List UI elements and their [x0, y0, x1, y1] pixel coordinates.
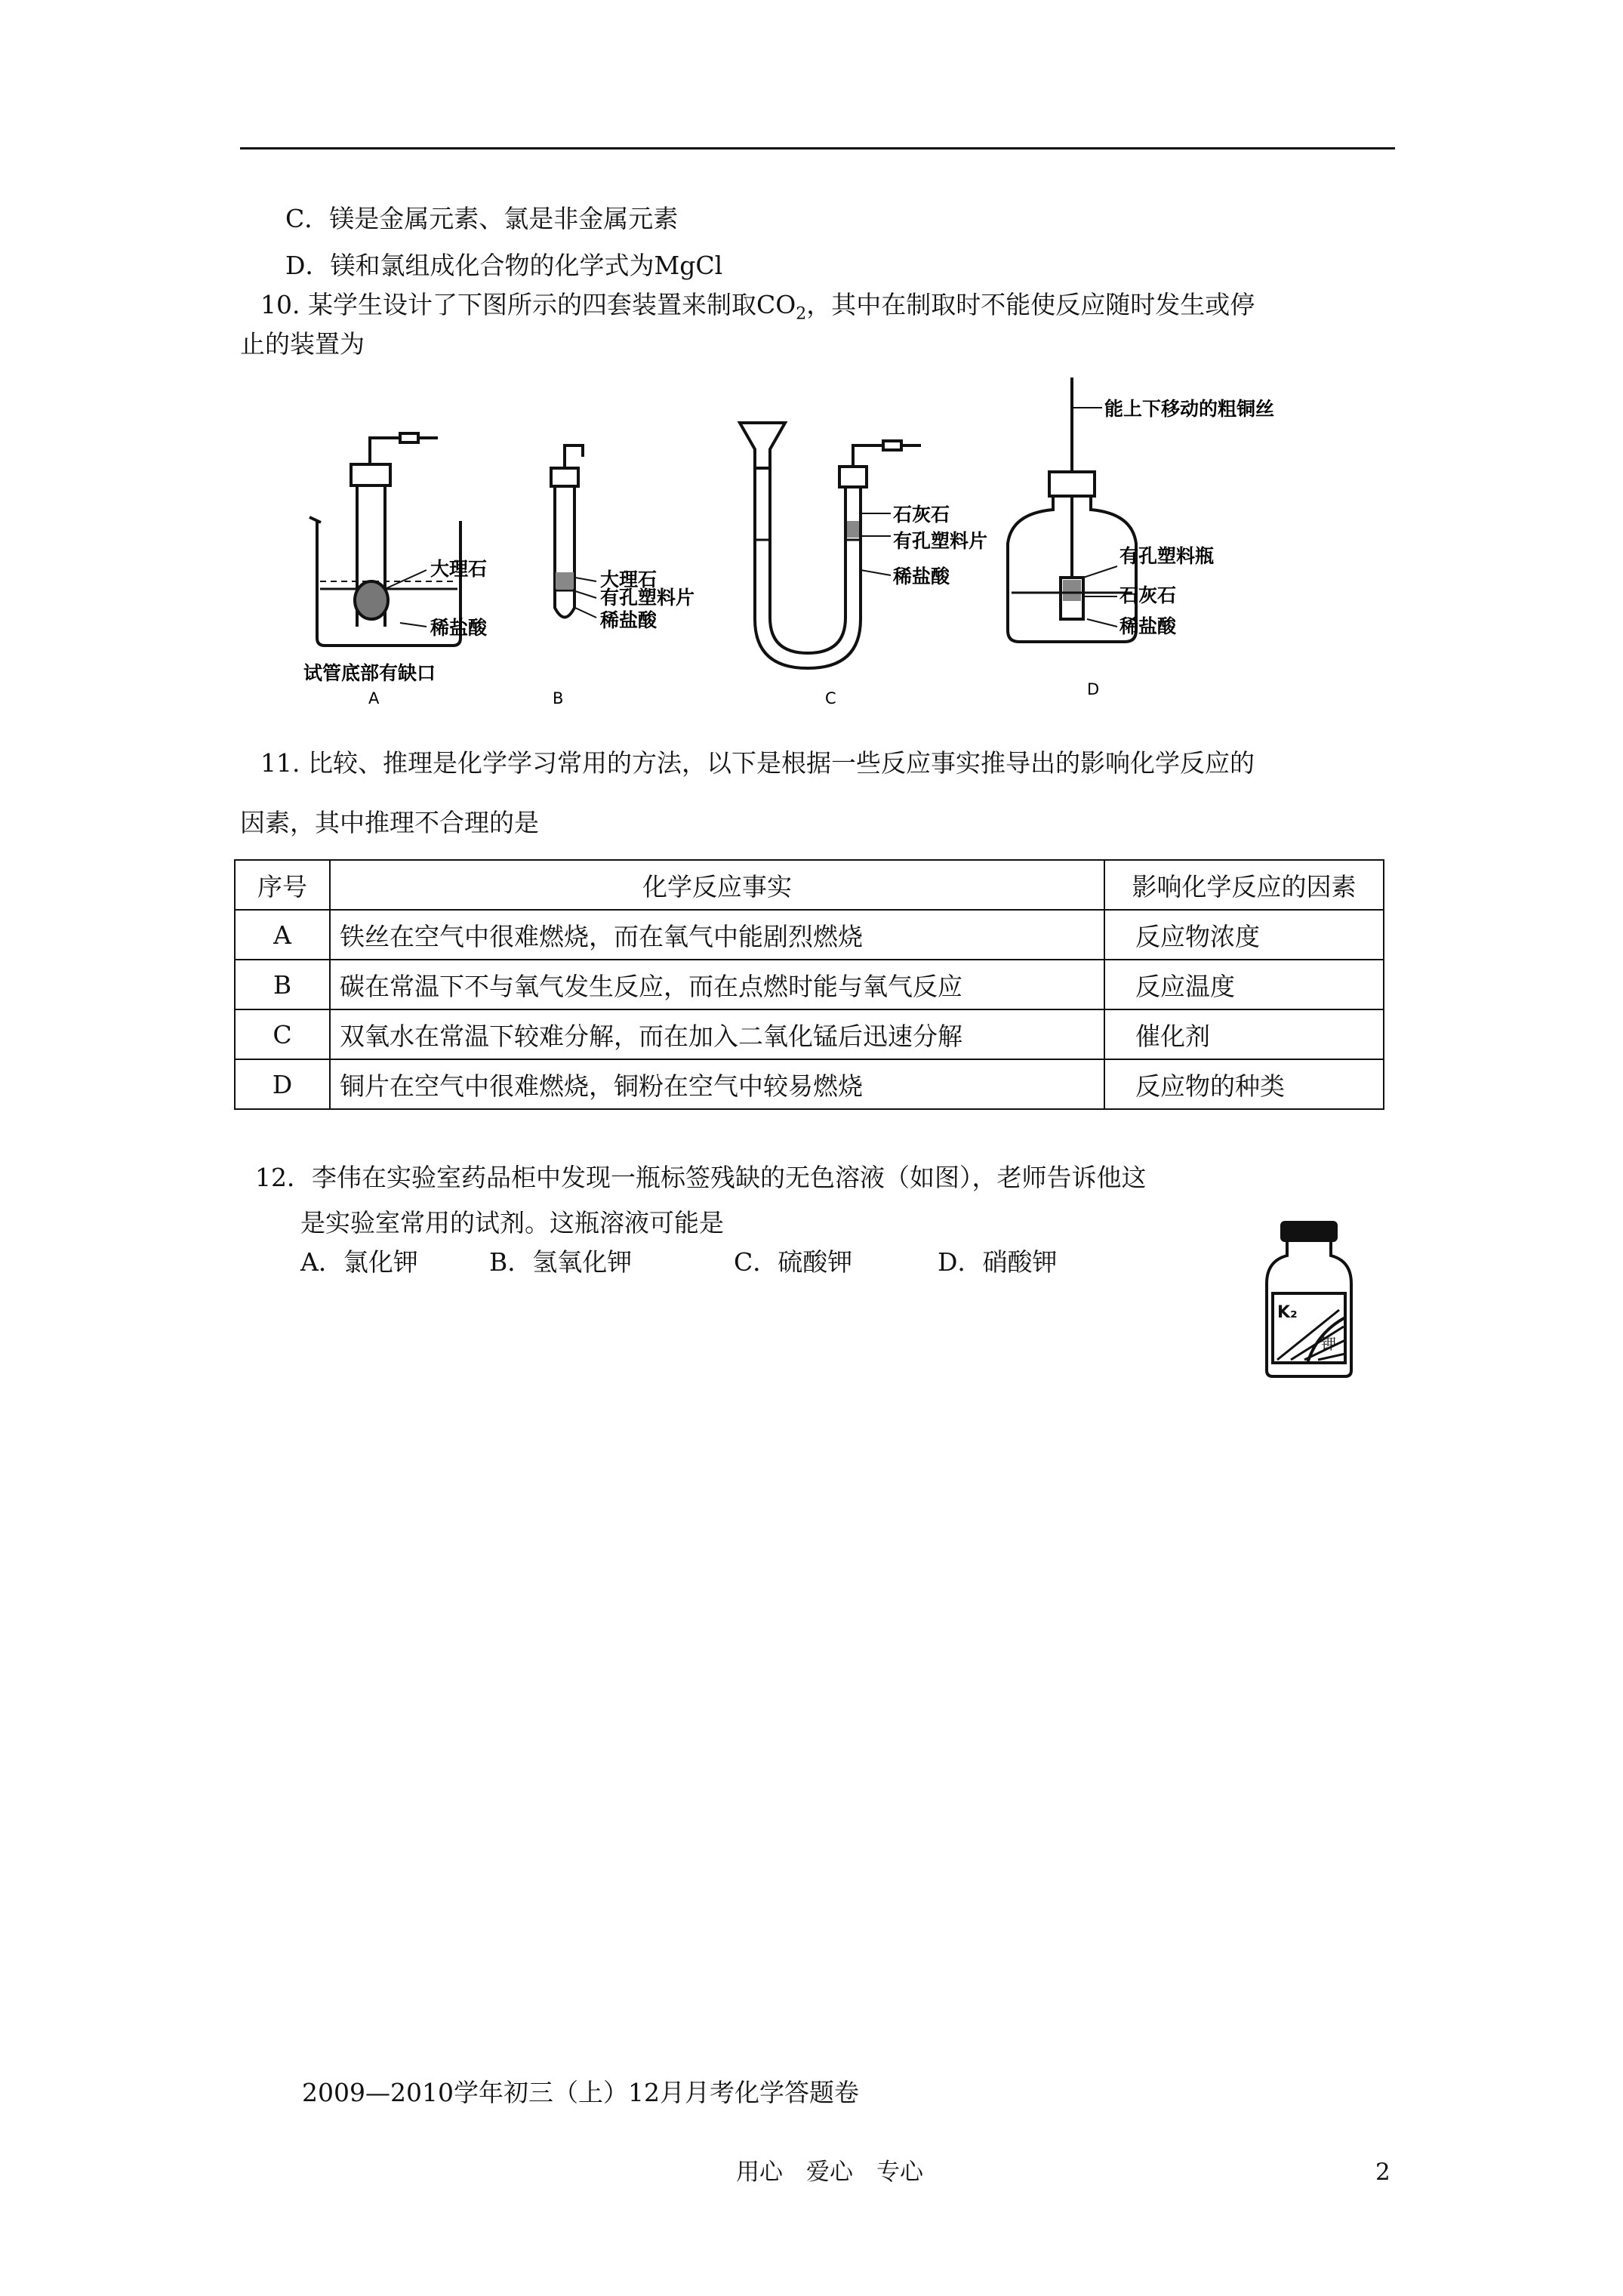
- row-fact: 铜片在空气中很难燃烧，铜粉在空气中较易燃烧: [330, 1059, 1104, 1109]
- q12-option-b: B．氢氧化钾: [489, 1247, 633, 1277]
- option-d: D．镁和氯组成化合物的化学式为MgCl: [285, 251, 723, 280]
- fig-b-label-acid: 稀盐酸: [600, 609, 658, 631]
- q12-option-c: C．硫酸钾: [734, 1247, 853, 1277]
- fig-d-label-limestone: 石灰石: [1119, 584, 1177, 606]
- row-index: C: [235, 1009, 330, 1059]
- row-index: D: [235, 1059, 330, 1109]
- fig-a-label-tube: 试管底部有缺口: [303, 662, 436, 684]
- row-factor: 反应温度: [1104, 960, 1384, 1009]
- table-row: [235, 1059, 1384, 1109]
- row-fact: 碳在常温下不与氧气发生反应，而在点燃时能与氧气反应: [330, 960, 1104, 1009]
- reaction-factors-table: [234, 859, 1384, 1110]
- fig-b-label-plate: 有孔塑料片: [600, 587, 695, 609]
- fig-a-label-acid: 稀盐酸: [430, 617, 488, 639]
- table-row: [235, 1009, 1384, 1059]
- q12-option-a: A．氯化钾: [300, 1247, 418, 1277]
- bottle-label-formula: K₂: [1277, 1303, 1298, 1322]
- q12-line2: 是实验室常用的试剂。这瓶溶液可能是: [300, 1208, 724, 1237]
- reagent-bottle-icon: [1261, 1219, 1359, 1382]
- fig-c-label-acid: 稀盐酸: [893, 566, 950, 587]
- row-index: B: [235, 960, 330, 1009]
- header-fact: 化学反应事实: [330, 860, 1104, 910]
- page-number: 2: [1375, 2159, 1390, 2186]
- q10-line2: 止的装置为: [240, 329, 365, 359]
- table-row: [235, 960, 1384, 1009]
- q12-line1: 12．李伟在实验室药品柜中发现一瓶标签残缺的无色溶液（如图），老师告诉他这: [255, 1163, 1147, 1192]
- header-factor: 影响化学反应的因素: [1104, 860, 1384, 910]
- row-factor: 反应物浓度: [1104, 910, 1384, 960]
- fig-d-label-acid: 稀盐酸: [1119, 615, 1177, 637]
- q10-line1: 10. 某学生设计了下图所示的四套装置来制取$CO_2$，其中在制取时不能使反应随时发生或停: [260, 290, 1255, 324]
- fig-c-label-limestone: 石灰石: [893, 504, 950, 525]
- fig-c-label-plate: 有孔塑料片: [893, 530, 988, 552]
- co2-apparatus-figure: [287, 378, 1344, 725]
- table-row: [235, 910, 1384, 960]
- row-fact: 双氧水在常温下较难分解，而在加入二氧化锰后迅速分解: [330, 1009, 1104, 1059]
- fig-b-label-marble: 大理石: [600, 569, 658, 590]
- option-c: C．镁是金属元素、氯是非金属元素: [285, 204, 679, 233]
- fig-b-letter: B: [553, 689, 564, 707]
- row-factor: 反应物的种类: [1104, 1059, 1384, 1109]
- fig-c-letter: C: [825, 689, 836, 707]
- answer-sheet-title: 2009—2010学年初三（上）12月月考化学答题卷: [302, 2078, 859, 2107]
- row-factor: 催化剂: [1104, 1009, 1384, 1059]
- fig-d-label-wire: 能上下移动的粗铜丝: [1104, 398, 1275, 420]
- q12-option-d: D．硝酸钾: [938, 1247, 1058, 1277]
- q11-line2: 因素，其中推理不合理的是: [240, 808, 539, 837]
- fig-d-letter: D: [1087, 680, 1100, 698]
- bottle-label-text: 钾: [1321, 1335, 1336, 1353]
- table-header-row: [235, 860, 1384, 910]
- fig-d-label-bottle: 有孔塑料瓶: [1119, 545, 1215, 567]
- row-index: A: [235, 910, 330, 960]
- fig-a-letter: A: [368, 689, 380, 707]
- fig-a-label-marble: 大理石: [430, 558, 488, 580]
- q11-line1: 11. 比较、推理是化学学习常用的方法，以下是根据一些反应事实推导出的影响化学反应的: [260, 748, 1255, 778]
- row-fact: 铁丝在空气中很难燃烧，而在氧气中能剧烈燃烧: [330, 910, 1104, 960]
- footer-motto: 用心 爱心 专心: [736, 2159, 923, 2186]
- header-rule: [240, 147, 1395, 149]
- header-index: 序号: [235, 860, 330, 910]
